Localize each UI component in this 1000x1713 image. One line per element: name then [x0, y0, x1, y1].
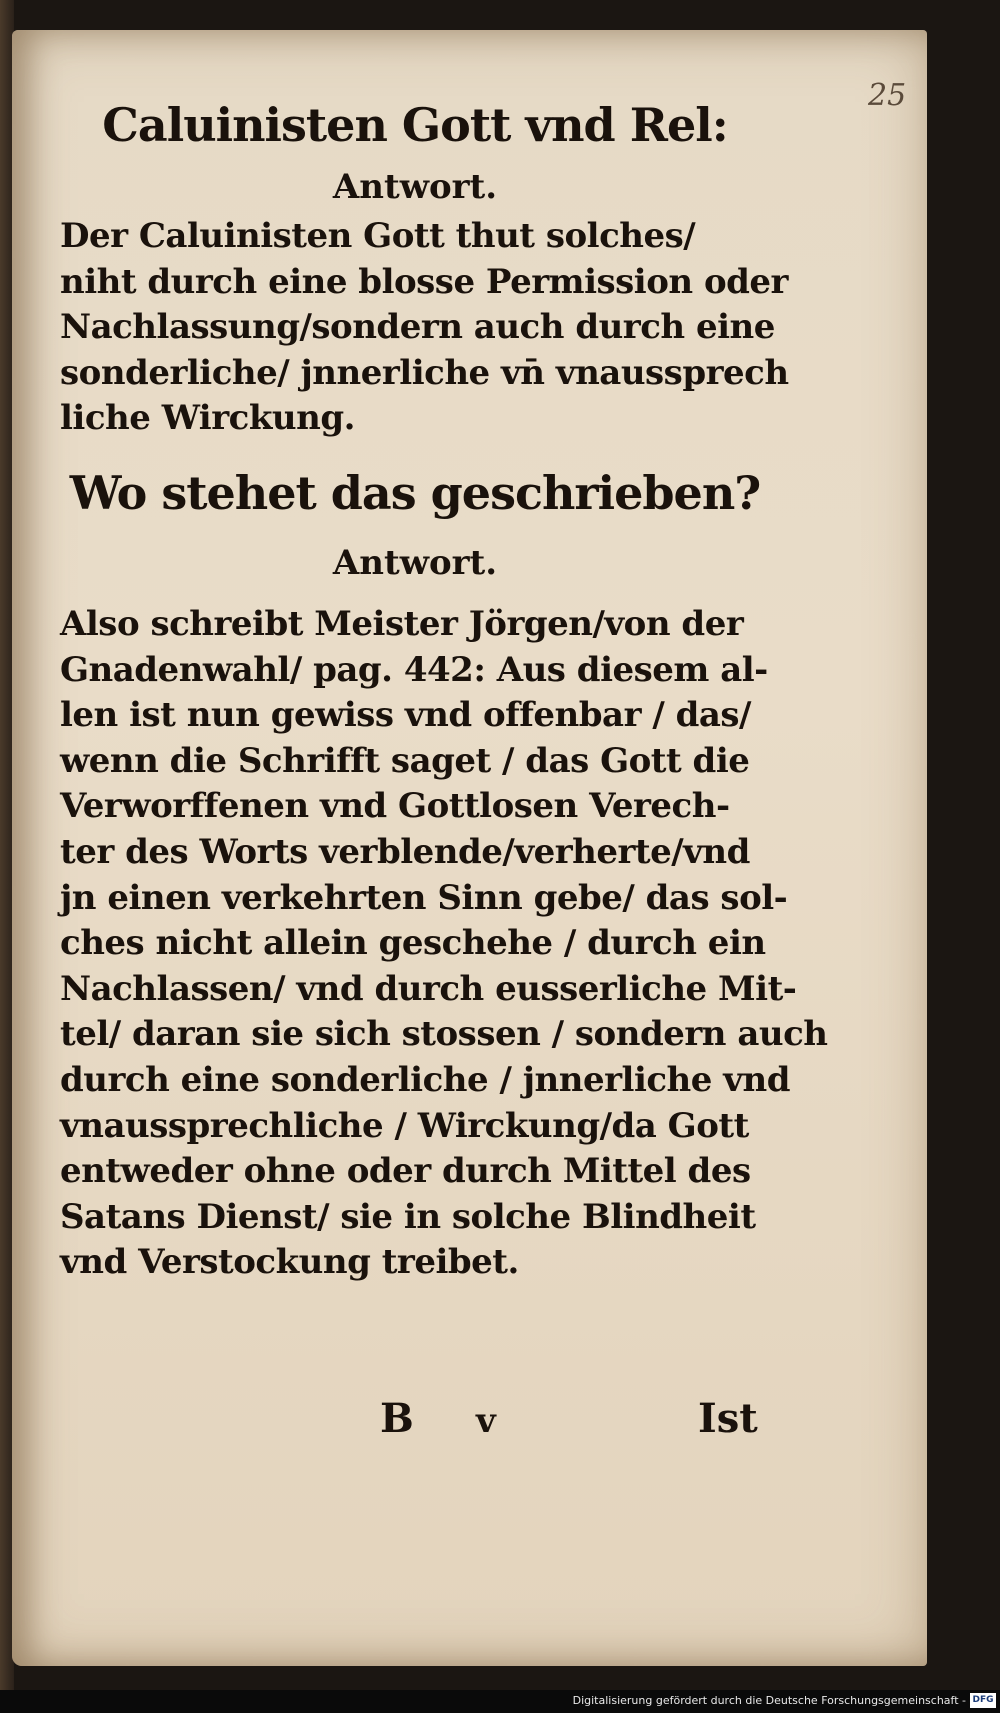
- text-line: sonderliche/ jnnerliche vn̄ vnaussprech: [60, 352, 789, 393]
- text-line: Nachlassung/sondern auch durch eine: [60, 307, 775, 348]
- text-line: vnaussprechliche / Wirckung/da Gott: [60, 1105, 749, 1146]
- paragraph-2: [60, 602, 828, 1286]
- text-line: Satans Dienst/ sie in solche Blindheit: [60, 1196, 756, 1237]
- digitization-footer: [0, 1690, 1000, 1713]
- text-line: entweder ohne oder durch Mittel des: [60, 1151, 751, 1192]
- text-line: jn einen verkehrten Sinn gebe/ das sol-: [60, 877, 788, 918]
- text-line: durch eine sonderliche / jnnerliche vnd: [60, 1059, 790, 1100]
- text-line: ter des Worts verblende/verherte/vnd: [60, 831, 750, 872]
- text-line: Nachlassen/ vnd durch eusserliche Mit-: [60, 968, 797, 1009]
- page-footer-marks: [0, 1395, 1000, 1445]
- text-line: tel/ daran sie sich stossen / sondern auch: [60, 1014, 828, 1055]
- text-line: wenn die Schrifft saget / das Gott die: [60, 740, 750, 781]
- section-heading-2: Wo stehet das geschrieben?: [69, 465, 761, 520]
- signature-mark: B: [380, 1395, 414, 1442]
- text-line: Der Caluinisten Gott thut solches/: [60, 216, 696, 256]
- funding-credit: Digitalisierung gefördert durch die Deutsche Forschungsgemeinschaft -: [572, 1694, 966, 1707]
- section-heading-1: Caluinisten Gott vnd Rel:: [102, 98, 728, 152]
- signature-number: v: [476, 1401, 496, 1441]
- text-line: Verworffenen vnd Gottlosen Verech-: [60, 786, 730, 827]
- text-line: Also schreibt Meister Jörgen/von der: [60, 603, 744, 644]
- dfg-logo: DFG: [970, 1693, 996, 1708]
- text-line: ches nicht allein geschehe / durch ein: [60, 923, 766, 964]
- text-line: vnd Verstockung treibet.: [60, 1242, 519, 1283]
- page-folio: 25: [868, 78, 907, 113]
- page-text-block: [60, 90, 828, 1286]
- text-line: Gnadenwahl/ pag. 442: Aus diesem al-: [60, 649, 768, 690]
- answer-label-1: Antwort.: [332, 167, 498, 207]
- text-line: liche Wirckung.: [60, 398, 355, 439]
- answer-label-2: Antwort.: [332, 542, 498, 583]
- text-line: len ist nun gewiss vnd offenbar / das/: [60, 695, 751, 736]
- paragraph-1: [60, 214, 789, 442]
- text-line: niht durch eine blosse Permission oder: [60, 261, 788, 302]
- catchword: Ist: [698, 1395, 758, 1442]
